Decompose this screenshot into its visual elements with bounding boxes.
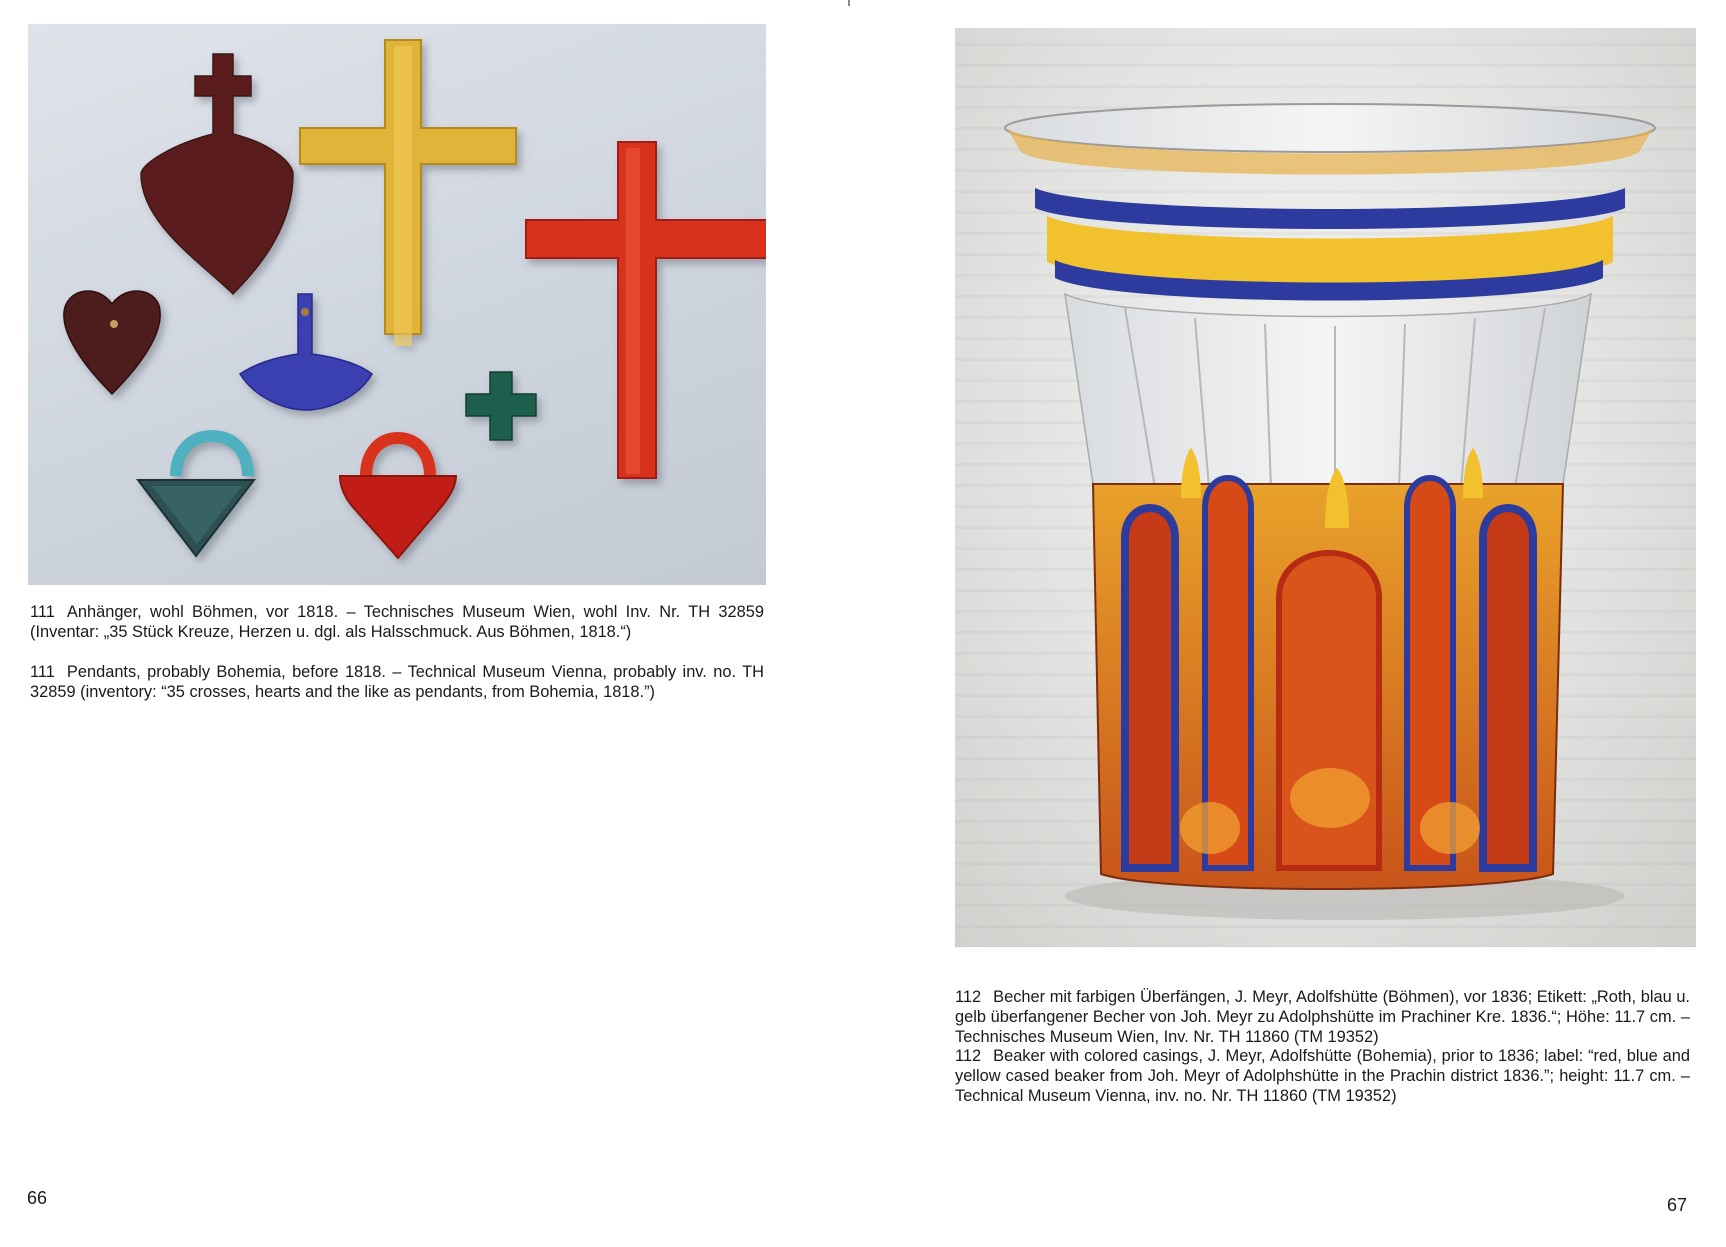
caption-111-german xyxy=(30,602,764,642)
red-cross-pendant xyxy=(526,142,766,478)
brown-heart-pendant xyxy=(64,291,160,394)
red-padlock-pendant xyxy=(340,438,456,558)
caption-112-german xyxy=(955,987,1690,1047)
figure-number: 112 xyxy=(955,988,982,1006)
cased-beaker-photo xyxy=(955,28,1696,947)
caption-text: Anhänger, wohl Böhmen, vor 1818. – Technisches Museum Wien, wohl Inv. Nr. TH 32859 (Inventar: „35 Stück Kreuze, Herzen u. dgl. als Halsschmuck. Aus Böhmen, 1818.“) xyxy=(30,603,764,641)
teal-padlock-pendant xyxy=(138,436,254,556)
figure-number: 111 xyxy=(30,663,55,681)
clear-upper-body xyxy=(1065,294,1591,484)
caption-text: Pendants, probably Bohemia, before 1818. – Technical Museum Vienna, probably inv. no. TH 32859 (inventory: “35 crosses, hearts and the like as pendants, from Bohemia, 1818.”) xyxy=(30,663,764,701)
figure-number: 111 xyxy=(30,603,55,621)
page-number-left: 66 xyxy=(27,1188,48,1208)
caption-112-english xyxy=(955,1046,1690,1106)
brown-shield-cross-pendant xyxy=(141,54,293,294)
pendants-illustration xyxy=(28,24,766,585)
page-number-right: 67 xyxy=(1667,1195,1688,1215)
glass-pendants-photo xyxy=(28,24,766,585)
green-cross-pendant xyxy=(466,372,536,440)
amber-cross-pendant xyxy=(300,40,516,346)
caption-111-english xyxy=(30,662,764,702)
caption-text: Becher mit farbigen Überfängen, J. Meyr, Adolfshütte (Böhmen), vor 1836; Etikett: „Roth, blau u. gelb überfangener Becher von Joh. Meyr zu Adolphshütte im Prachiner Kre. 1836.“; Höhe: 11.7 cm. – Technisches Museum Wien, Inv. Nr. TH 11860 (TM 19352) xyxy=(955,988,1690,1046)
blue-band xyxy=(1035,188,1625,229)
beaker-illustration xyxy=(955,28,1696,947)
figure-number: 112 xyxy=(955,1047,982,1065)
blue-anchor-pendant xyxy=(240,294,372,410)
beaker-rim xyxy=(1005,104,1655,152)
caption-text: Beaker with colored casings, J. Meyr, Adolfshütte (Bohemia), prior to 1836; label: “red, blue and yellow cased beaker from Joh. Meyr of Adolphshütte in the Prachin district 1836.”; height: 11.7 cm. – Technical Museum Vienna, inv. no. Nr. TH 11860 (TM 19352) xyxy=(955,1047,1690,1105)
